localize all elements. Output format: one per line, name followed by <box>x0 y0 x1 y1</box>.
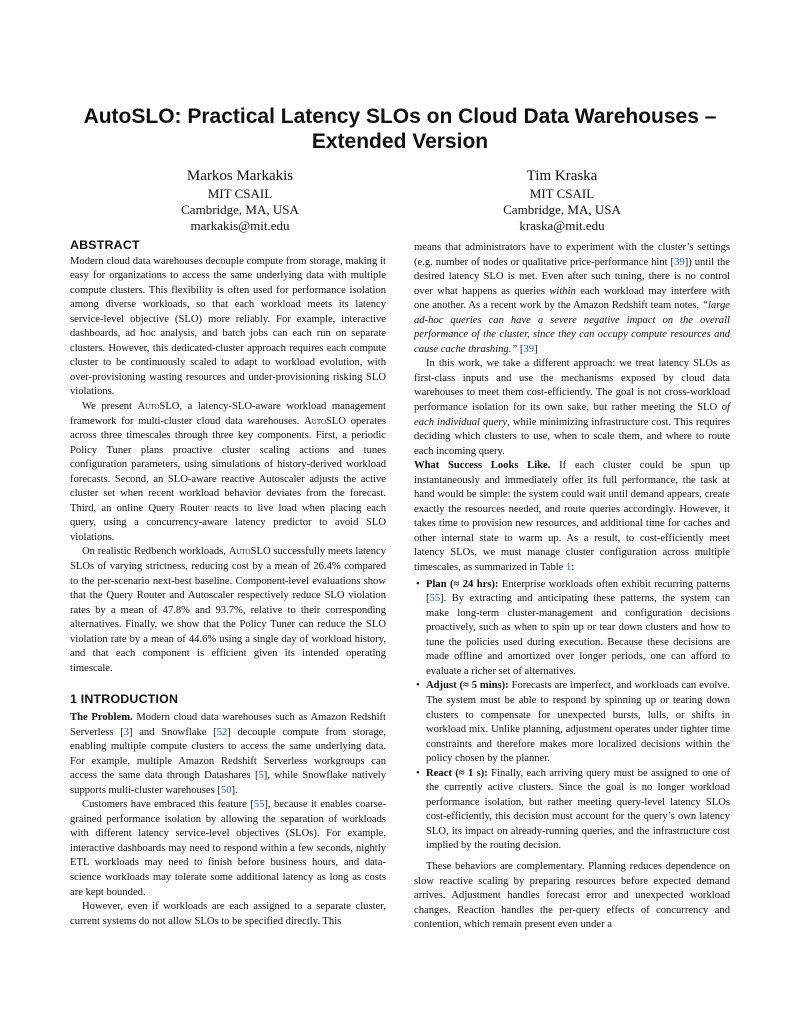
citation-link[interactable]: 39 <box>674 256 685 268</box>
intro-paragraph-1: The Problem. Modern cloud data warehouses such as Amazon Redshift Serverless [3] and Snowflake [52] decouple compute from storage, enabling multiple compute clusters to access the same underlying data. For example, multiple Amazon Redshift Serverless workgroups can access the same data through Datashares [5], while Snowflake natively supports multi-cluster warehouses [50]. <box>70 711 387 796</box>
paper-title <box>40 104 760 154</box>
citation-link[interactable]: 52 <box>216 726 228 738</box>
run-in-heading: The Problem. <box>70 711 133 723</box>
quotation: “large ad-hoc queries can have a severe negative impact on the overall performance of the cluster, since they can occupy compute resources and cause cache thrashing.” <box>414 300 730 355</box>
intro-paragraph-4: means that administrators have to experiment with the cluster’s settings (e.g. number of nodes or qualitative price-performance hint [39]) until the desired latency SLO is met. Even after such tuning, there is no control over what happens as queries within each workload may interfere with one another. As a recent work by the Amazon Redshift team notes, “large ad-hoc queries can have a severe negative impact on the overall performance of the cluster, since they can occupy compute resources and cause cache thrashing.” [39] <box>414 242 731 355</box>
table-reference-link[interactable]: 1 <box>566 562 572 574</box>
citation-link[interactable]: 5 <box>258 770 264 782</box>
timescale-list <box>414 578 730 854</box>
abstract-heading: ABSTRACT <box>70 238 140 252</box>
author-location: Cambridge, MA, USA <box>181 202 299 217</box>
intro-paragraph-3: However, even if workloads are each assigned to a separate cluster, current systems do not allow SLOs to be specified directly. This <box>70 901 386 927</box>
author-affiliation: MIT CSAIL <box>529 186 595 201</box>
list-item-adjust: • Adjust (≈ 5 mins): Forecasts are imperfect, and workloads can evolve. The system must be able to respond by spinning up or tearing down clusters to compensate for unexpected bursts, lulls, or shifts in workload mix. Unlike planning, adjustment operates under tighter time constraints and therefore makes more localized decisions within the policy chosen by the planner. <box>426 679 730 766</box>
author-block-2 <box>432 166 692 234</box>
abstract-paragraph-3: On realistic Redbench workloads, AutoSLO successfully meets latency SLOs of varying strictness, reducing cost by a mean of 26.4% compared to the per-scenario next-best baseline. Component-level evaluations show that the Query Router and Autoscaler respectively reduce SLO violation rates by a mean of 47.8% and 93.7%, relative to their corresponding alternatives. Finally, we show that the Policy Tuner can reduce the SLO violation rate by a mean of 44.6% using a single day of workload history, and that each component is efficient given its intended operating timescale. <box>70 546 386 674</box>
author-email[interactable]: markakis@mit.edu <box>190 218 290 233</box>
abstract-paragraph-1: Modern cloud data warehouses decouple compute from storage, making it easy for organizations to access the same underlying data with multiple compute clusters. This flexibility is often used for performance isolation among diverse workloads, so that each workload meets its latency service-level objective (SLO) more reliably. For example, interactive dashboards, ad hoc analysis, and batch jobs can each run on separate clusters. However, this dedicated-cluster approach requires each compute cluster to be continuously scaled to adapt to workload evolution, with over-provisioning wasting resources and under-provisioning risking SLO violations. <box>70 255 386 398</box>
author-location: Cambridge, MA, USA <box>503 202 621 217</box>
intro-paragraph-6: What Success Looks Like. If each cluster could be spun up instantaneously and immediately offer its full performance, the task at hand would be simple: the system could wait until demand appears, create exactly the resources needed, and route queries accordingly. However, it takes time to provision new resources, and additional time for caches and other internal state to warm up. As a result, to cost-efficiently meet latency SLOs, we must manage cluster configuration across multiple timescales, as summarized in Table 1: <box>414 460 730 574</box>
run-in-heading: What Success Looks Like. <box>414 460 551 472</box>
citation-link[interactable]: 55 <box>253 799 265 811</box>
citation-link[interactable]: 3 <box>123 726 130 738</box>
author-email[interactable]: kraska@mit.edu <box>519 218 605 233</box>
author-block-1 <box>110 166 370 234</box>
abstract-paragraph-2: We present AutoSLO, a latency-SLO-aware workload management framework for multi-cluster cloud data warehouses. AutoSLO operates across three timescales through three key components. First, a periodic Policy Tuner plans proactive cluster scaling actions and tunes configuration parameters, using simulations of history-derived workload forecasts. Second, an SLO-aware reactive Autoscaler adjusts the active cluster set when recent workload behavior deviates from the forecast. Third, an online Query Router reacts to live load when placing each query, using a concurrency-aware latency predictor to avoid SLO violations. <box>70 401 386 543</box>
section-heading-introduction: 1 INTRODUCTION <box>70 692 179 707</box>
author-affiliation: MIT CSAIL <box>207 186 273 201</box>
left-column <box>70 238 386 929</box>
citation-link[interactable]: 39 <box>523 343 535 355</box>
citation-link[interactable]: 50 <box>220 784 232 796</box>
author-name: Tim Kraska <box>526 168 598 184</box>
title-line-1: AutoSLO: Practical Latency SLOs on Cloud Data Warehouses – <box>83 105 717 128</box>
list-item-plan: • Plan (≈ 24 hrs): Enterprise workloads often exhibit recurring patterns [55]. By extracting and anticipating these patterns, the system can make long-term cluster-management and configuration decisions proactively, such as when to spin up or tear down clusters and how to tune the policies used during execution. Because these decisions are made offline and amortized over longer periods, one can afford to evaluate a richer set of alternatives. <box>426 578 730 680</box>
list-item-react: • React (≈ 1 s): Finally, each arriving query must be assigned to one of the currently active clusters. Since the goal is no longer workload performance isolation, but rather meeting query-level latency SLOs cost-efficiently, this decision must account for the query’s own latency SLO, its impact on already-running queries, and the infrastructure cost implied by the routing decision. <box>426 767 730 854</box>
intro-paragraph-5: In this work, we take a different approach: we treat latency SLOs as first-class inputs and use the mechanisms exposed by cloud data warehouses to meet them cost-efficiently. The goal is not cross-workload performance isolation for its own sake, but rather meeting the SLO of each individual query, while minimizing infrastructure cost. This requires deciding which clusters to use, when to scale them, and where to route each incoming query. <box>414 358 730 457</box>
author-name: Markos Markakis <box>186 168 294 184</box>
intro-paragraph-2: Customers have embraced this feature [55], because it enables coarse-grained performance isolation by allowing the separation of workloads with different latency service-level objectives (SLOs). For example, interactive dashboards may need to respond within a few seconds, nightly ETL workloads may need to finish before business hours, and data-science workloads may tolerate some additional latency as long as costs are kept bounded. <box>70 799 387 898</box>
right-column <box>414 241 730 933</box>
title-line-2: Extended Version <box>311 130 489 153</box>
intro-paragraph-7: These behaviors are complementary. Planning reduces dependence on slow reactive scaling by preparing resources before expected demand arrives. Adjustment handles forecast error and unexpected workload changes. Reaction handles the per-query effects of concurrency and contention, which remain present even under a <box>414 860 730 931</box>
citation-link[interactable]: 55 <box>429 593 441 605</box>
